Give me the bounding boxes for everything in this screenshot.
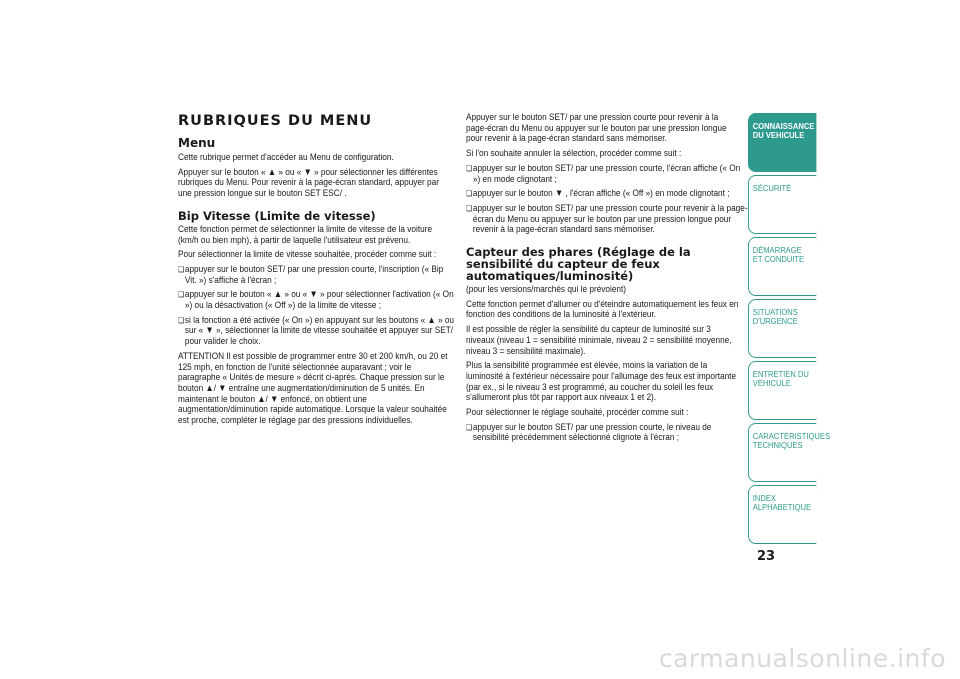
tab-connaissance-du-vehicule[interactable]: CONNAISSANCE DU VEHICULE [748,113,816,172]
bip-bullet-2: ❏ appuyer sur le bouton « ▲ » ou « ▼ » pour sélectionner l'activation (« On ») ou la désactivation (« Off ») de la limite de vitesse ; [178,290,456,311]
bip-bullet-3: ❏ si la fonction a été activée (« On ») en appuyant sur les boutons « ▲ » ou sur « ▼ », sélectionner la limite de vitesse souhaitée et appuyer sur SET/ pour valider le choix. [178,316,456,348]
tab-caracteristiques-techniques[interactable]: CARACTÉRISTIQUES TECHNIQUES [748,423,816,482]
capteur-bullet-1: ❏ appuyer sur le bouton SET/ par une pression courte, le niveau de sensibilité précédemment sélectionné clignote à l'écran ; [466,423,748,444]
capteur-paragraph-3: Plus la sensibilité programmée est élevée, moins la variation de la luminosité à l'extérieur nécessaire pour l'allumage des feux est importante (par ex., si le niveau 3 est programmé, au coucher du soleil les feux s'allumeront plus tôt par rapport aux niveaux 1 et 2). [466,360,737,404]
right-paragraph-1: Appuyer sur le bouton SET/ par une pression courte pour revenir à la page-écran du Menu ou appuyer sur le bouton par une pression longue pour revenir à la page-écran standard sans mémoriser. [466,112,727,145]
tab-entretien-du-vehicule[interactable]: ENTRETIEN DU VEHICULE [748,361,816,420]
capteur-paragraph-2: Il est possible de régler la sensibilité du capteur de luminosité sur 3 niveaux (niveau 1 = sensibilité minimale, niveau 2 = sensibilité moyenne, niveau 3 = sensibilité maximale). [466,324,732,357]
bip-bullet-1: ❏ appuyer sur le bouton SET/ par une pression courte, l'inscription (« Bip Vit. ») s'affiche à l'écran ; [178,265,456,286]
bip-paragraph-2: Pour sélectionner la limite de vitesse souhaitée, procéder comme suit : [178,249,437,261]
tab-situations-d-urgence[interactable]: SITUATIONS D'URGENCE [748,299,816,358]
bip-heading: Bip Vitesse (Limite de vitesse) [178,208,376,223]
chapter-tabs [748,113,831,547]
capteur-paragraph-1: Cette fonction permet d'allumer ou d'éteindre automatiquement les feux en fonction des conditions de la luminosité à l'extérieur. [466,298,739,321]
menu-paragraph-1: Cette rubrique permet d'accéder au Menu de configuration. [178,152,394,163]
right-bullet-1: ❏ appuyer sur le bouton SET/ par une pression courte, l'écran affiche (« On ») en mode clignotant ; [466,164,748,185]
left-column [178,113,455,431]
right-paragraph-2: Si l'on souhaite annuler la sélection, procéder comme suit : [466,148,682,160]
section-title: RUBRIQUES DU MENU [178,113,373,129]
capteur-paragraph-4: Pour sélectionner le réglage souhaité, procéder comme suit : [466,407,689,419]
tab-demarrage-et-conduite[interactable]: DÉMARRAGE ET CONDUITE [748,237,816,296]
page-number: 23 [757,549,776,564]
right-bullet-3: ❏ appuyer sur le bouton SET/ par une pression courte pour revenir à la page-écran du Menu ou appuyer sur le bouton par une pression longue pour revenir à la page-écran standard sans mémoriser. [466,204,748,236]
capteur-heading: Capteur des phares (Réglage de la sensibilité du capteur de feux automatiques/luminosité) [466,245,691,284]
menu-paragraph-2: Appuyer sur le bouton « ▲ » ou « ▼ » pour sélectionner les différentes rubriques du Menu. Pour revenir à la page-écran standard, appuyer par une pression longue sur le bouton SET ESC/ . [178,166,439,200]
right-column [466,112,748,448]
tab-securite[interactable]: SÉCURITÉ [748,175,816,234]
capteur-note: (pour les versions/marchés qui le prévoient) [466,284,627,296]
tab-index-alphabetique[interactable]: INDEX ALPHABETIQUE [748,485,816,544]
bip-paragraph-1: Cette fonction permet de sélectionner la limite de vitesse de la voiture (km/h ou bien mph), à partir de laquelle l'utilisateur est prévenu. [178,223,433,246]
right-bullet-2: ❏ appuyer sur le bouton ▼ , l'écran affiche (« Off ») en mode clignotant ; [466,189,748,200]
menu-heading: Menu [178,136,216,150]
watermark: carmanualsonline.info [658,644,946,673]
attention-paragraph: ATTENTION Il est possible de programmer entre 30 et 200 km/h, ou 20 et 125 mph, en fonction de l'unité sélectionnée auparavant ; voir le paragraphe « Unités de mesure » décrit ci-après. Chaque pression sur le bouton ▲/ ▼ entraîne une augmentation/diminution de 5 unités. En maintenant le bouton ▲/ ▼ enfoncé, on obtient une augmentation/diminution rapide automatique. Lorsque la valeur souhaitée est proche, compléter le réglage par des pressions individuelles. [178,350,448,427]
